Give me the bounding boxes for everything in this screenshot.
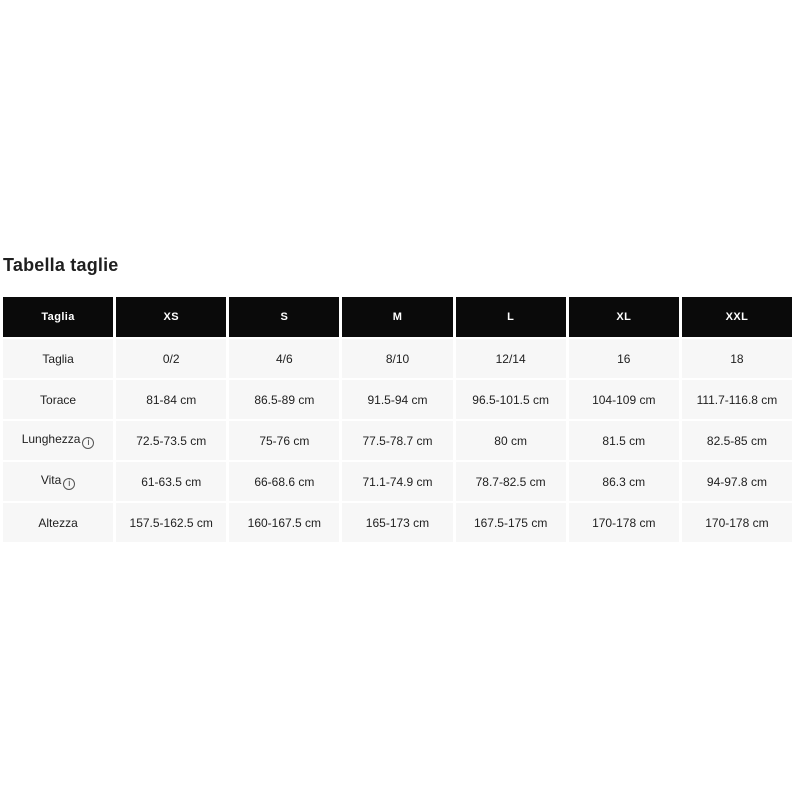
size-cell: 81-84 cm <box>116 380 226 419</box>
row-label <box>3 339 113 378</box>
row-label <box>3 503 113 542</box>
table-row-altezza <box>3 503 792 542</box>
row-label <box>3 421 113 460</box>
row-label-text: Vita <box>40 473 62 488</box>
column-header-xs: XS <box>116 297 226 337</box>
size-cell: 71.1-74.9 cm <box>342 462 452 501</box>
size-cell: 78.7-82.5 cm <box>456 462 566 501</box>
size-cell: 12/14 <box>456 339 566 378</box>
size-table-head <box>3 297 792 337</box>
size-cell: 8/10 <box>342 339 452 378</box>
page-title: Tabella taglie <box>3 255 119 275</box>
size-cell: 66-68.6 cm <box>229 462 339 501</box>
row-label-text: Lunghezza <box>21 432 81 447</box>
size-cell: 72.5-73.5 cm <box>116 421 226 460</box>
size-cell: 86.3 cm <box>569 462 679 501</box>
info-icon[interactable]: i <box>63 478 75 490</box>
size-cell: 160-167.5 cm <box>229 503 339 542</box>
row-label-text: Altezza <box>38 515 78 530</box>
table-row-taglia <box>3 339 792 378</box>
row-label-text: Taglia <box>42 351 74 366</box>
size-cell: 170-178 cm <box>682 503 792 542</box>
size-cell: 165-173 cm <box>342 503 452 542</box>
size-cell: 75-76 cm <box>229 421 339 460</box>
size-table <box>0 295 795 544</box>
table-row-vita <box>3 462 792 501</box>
column-header-m: M <box>342 297 452 337</box>
size-cell: 16 <box>569 339 679 378</box>
size-cell: 167.5-175 cm <box>456 503 566 542</box>
size-cell: 157.5-162.5 cm <box>116 503 226 542</box>
column-header-taglia: Taglia <box>3 297 113 337</box>
size-cell: 81.5 cm <box>569 421 679 460</box>
size-table-body <box>3 339 792 542</box>
size-cell: 86.5-89 cm <box>229 380 339 419</box>
info-icon[interactable]: i <box>82 437 94 449</box>
size-cell: 91.5-94 cm <box>342 380 452 419</box>
size-cell: 0/2 <box>116 339 226 378</box>
size-cell: 104-109 cm <box>569 380 679 419</box>
size-cell: 61-63.5 cm <box>116 462 226 501</box>
row-label <box>3 380 113 419</box>
size-cell: 94-97.8 cm <box>682 462 792 501</box>
column-header-xxl: XXL <box>682 297 792 337</box>
size-cell: 4/6 <box>229 339 339 378</box>
size-table-header-row <box>3 297 792 337</box>
column-header-s: S <box>229 297 339 337</box>
row-label-text: Torace <box>40 392 77 407</box>
size-cell: 111.7-116.8 cm <box>682 380 792 419</box>
size-cell: 96.5-101.5 cm <box>456 380 566 419</box>
size-cell: 80 cm <box>456 421 566 460</box>
size-cell: 82.5-85 cm <box>682 421 792 460</box>
row-label <box>3 462 113 501</box>
size-cell: 18 <box>682 339 792 378</box>
table-row-torace <box>3 380 792 419</box>
column-header-l: L <box>456 297 566 337</box>
table-row-lunghezza <box>3 421 792 460</box>
size-cell: 170-178 cm <box>569 503 679 542</box>
column-header-xl: XL <box>569 297 679 337</box>
size-cell: 77.5-78.7 cm <box>342 421 452 460</box>
